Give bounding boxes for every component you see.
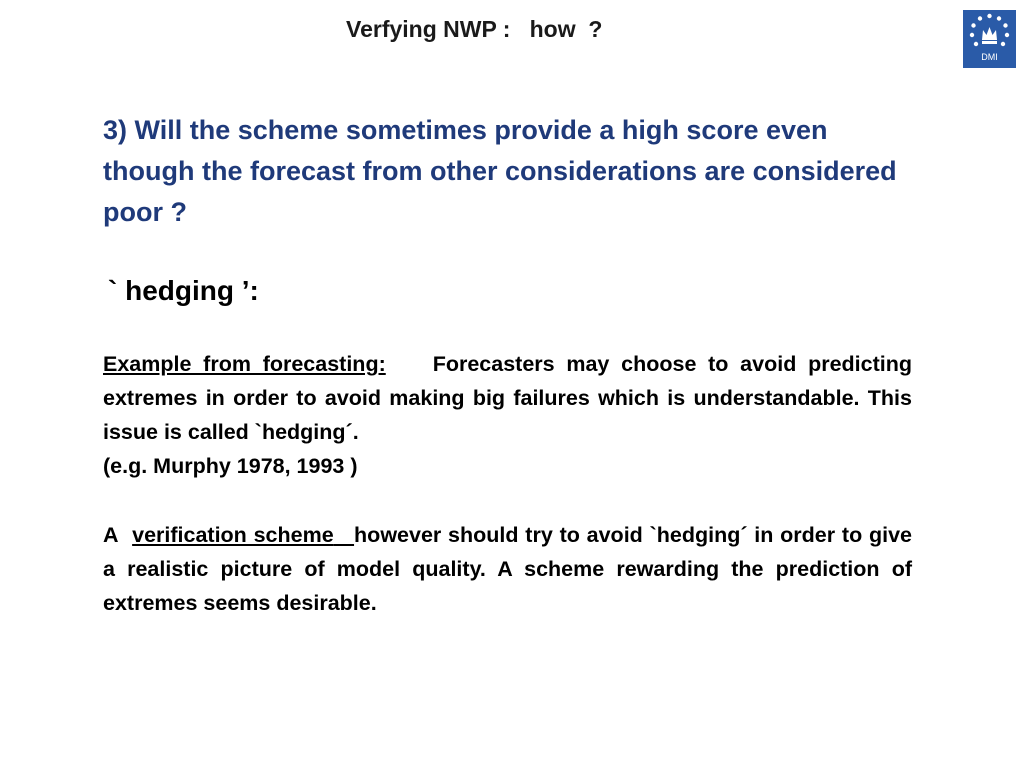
hedging-label: ` hedging ’: xyxy=(108,275,259,306)
example-label: Example from forecasting: xyxy=(103,352,386,376)
logo-label: DMI xyxy=(981,52,998,62)
example-reference: (e.g. Murphy 1978, 1993 ) xyxy=(103,454,358,478)
example-paragraph xyxy=(103,347,912,483)
verification-paragraph xyxy=(103,518,912,620)
crown-stars-icon xyxy=(963,10,1016,56)
example-text: Forecasters may choose to avoid predicting extremes in order to avoid making big failures which is understandable. This issue is called `hedging´. xyxy=(103,352,912,444)
slide-title: Verfying NWP : how ? xyxy=(346,16,603,42)
verification-prefix: A xyxy=(103,523,119,547)
question-heading: 3) Will the scheme sometimes provide a high score even though the forecast from other considerations are considered poor ? xyxy=(103,115,897,227)
verification-text: however should try to avoid `hedging´ in order to give a realistic picture of model quality. A scheme rewarding the prediction of extremes seems desirable. xyxy=(103,523,913,615)
dmi-logo xyxy=(963,10,1016,68)
verification-label: verification scheme xyxy=(132,523,334,547)
